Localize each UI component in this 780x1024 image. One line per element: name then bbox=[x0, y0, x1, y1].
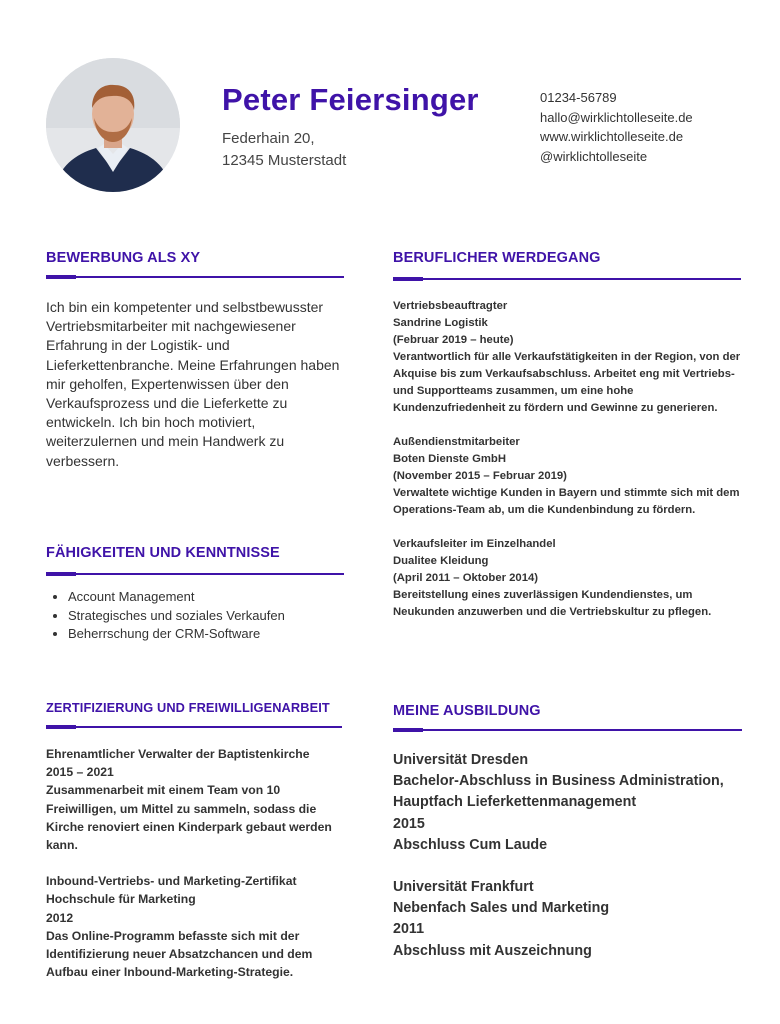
edu-school: Universität Dresden bbox=[393, 752, 529, 768]
job-position: Vertriebsbeauftragter bbox=[393, 300, 508, 312]
experience-title: BERUFLICHER WERDEGANG bbox=[393, 250, 601, 266]
edu-year: 2015 bbox=[393, 815, 425, 832]
cert-period: 2015 – 2021 bbox=[46, 765, 114, 780]
cert-entry bbox=[46, 872, 351, 981]
address-line-street: Federhain 20, bbox=[222, 130, 315, 147]
job-period: (November 2015 – Februar 2019) bbox=[393, 470, 567, 482]
experience-divider bbox=[393, 278, 741, 280]
skill-item: • Account Management bbox=[68, 588, 368, 607]
experience-list bbox=[393, 298, 743, 621]
email-address: hallo@wirklichtolleseite.de bbox=[540, 109, 693, 125]
job-entry bbox=[393, 536, 743, 621]
education-title: MEINE AUSBILDUNG bbox=[393, 703, 541, 719]
profile-divider bbox=[46, 276, 344, 278]
social-handle: @wirklichtolleseite bbox=[540, 148, 648, 164]
profile-text: Ich bin ein kompetenter und selbstbewusster Vertriebsmitarbeiter mit nachgewiesener Erfahrung in der Logistik- und Lieferkettenbranche. Meine Erfahrungen haben mir geholfen, Expertenwissen über den Verkaufsprozess und die Lieferkette zu entwickeln. Ich bin hoch motiviert, weiterzulernen und mein Handwerk zu verbessern. bbox=[46, 299, 340, 469]
job-company: Boten Dienste GmbH bbox=[393, 453, 506, 465]
skills-divider bbox=[46, 573, 344, 575]
job-period: (April 2011 – Oktober 2014) bbox=[393, 572, 539, 584]
website-link: www.wirklichtolleseite.de bbox=[540, 129, 684, 144]
education-entry bbox=[393, 877, 743, 962]
certifications-title: ZERTIFIZIERUNG UND FREIWILLIGENARBEIT bbox=[46, 700, 330, 715]
contact-details bbox=[540, 88, 693, 166]
cert-description: Das Online-Programm befasste sich mit der Identifizierung neuer Absatzchancen und dem Aufbau einer Inbound-Marketing-Strategie. bbox=[46, 928, 313, 980]
skills-list bbox=[46, 588, 368, 644]
certifications-list bbox=[46, 745, 351, 981]
education-divider bbox=[393, 729, 742, 731]
skill-item: • Beherrschung der CRM-Software bbox=[68, 625, 368, 644]
job-company: Dualitee Kleidung bbox=[393, 555, 489, 567]
job-entry bbox=[393, 434, 743, 519]
job-entry bbox=[393, 298, 743, 417]
cert-heading: Inbound-Vertriebs- und Marketing-Zertifikat bbox=[46, 874, 297, 889]
cert-entry bbox=[46, 745, 351, 854]
cert-year: 2012 bbox=[46, 910, 74, 925]
edu-honors: Abschluss mit Auszeichnung bbox=[393, 942, 592, 959]
address-line-city: 12345 Musterstadt bbox=[222, 152, 347, 169]
cert-description: Zusammenarbeit mit einem Team von 10 Freiwilligen, um Mittel zu sammeln, sodass die Kirche renoviert einen Kinderpark gebaut werden kann. bbox=[46, 783, 332, 853]
edu-degree: Bachelor-Abschluss in Business Administration, bbox=[393, 773, 724, 790]
postal-address bbox=[222, 128, 346, 172]
education-entry bbox=[393, 750, 743, 856]
job-position: Außendienstmitarbeiter bbox=[393, 436, 520, 448]
skill-item: • Strategisches und soziales Verkaufen bbox=[68, 607, 368, 626]
edu-major: Hauptfach Lieferkettenmanagement bbox=[393, 794, 637, 811]
profile-photo bbox=[46, 58, 180, 192]
edu-degree: Nebenfach Sales und Marketing bbox=[393, 900, 610, 917]
edu-school: Universität Frankfurt bbox=[393, 879, 534, 896]
candidate-name: Peter Feiersinger bbox=[222, 82, 479, 117]
person-portrait-icon bbox=[46, 58, 180, 192]
skills-title: FÄHIGKEITEN UND KENNTNISSE bbox=[46, 545, 280, 561]
job-position: Verkaufsleiter im Einzelhandel bbox=[393, 538, 556, 550]
job-description: Bereitstellung eines zuverlässigen Kundendienstes, um Neukunden anzuwerben und die Vertriebskultur zu pflegen. bbox=[393, 589, 712, 618]
job-period: (Februar 2019 – heute) bbox=[393, 334, 514, 346]
job-company: Sandrine Logistik bbox=[393, 317, 488, 329]
job-description: Verwaltete wichtige Kunden in Bayern und stimmte sich mit dem Operations-Team ab, um die Kundenbindung zu fördern. bbox=[393, 487, 740, 516]
education-list bbox=[393, 750, 743, 962]
edu-honors: Abschluss Cum Laude bbox=[393, 836, 548, 853]
job-description: Verantwortlich für alle Verkaufstätigkeiten in der Region, von der Akquise bis zum Verkaufsabschluss. Arbeitet eng mit Vertriebs- und Supportteams zusammen, um eine hohe Kundenzufriedenheit zu fördern und Gewinne zu generieren. bbox=[393, 351, 741, 414]
edu-year: 2011 bbox=[393, 921, 425, 938]
profile-title: BEWERBUNG ALS XY bbox=[46, 250, 201, 266]
phone-number: 01234-56789 bbox=[540, 90, 617, 105]
cert-heading: Ehrenamtlicher Verwalter der Baptistenkirche bbox=[46, 747, 310, 761]
cert-institution: Hochschule für Marketing bbox=[46, 892, 196, 907]
certifications-divider bbox=[46, 726, 342, 728]
